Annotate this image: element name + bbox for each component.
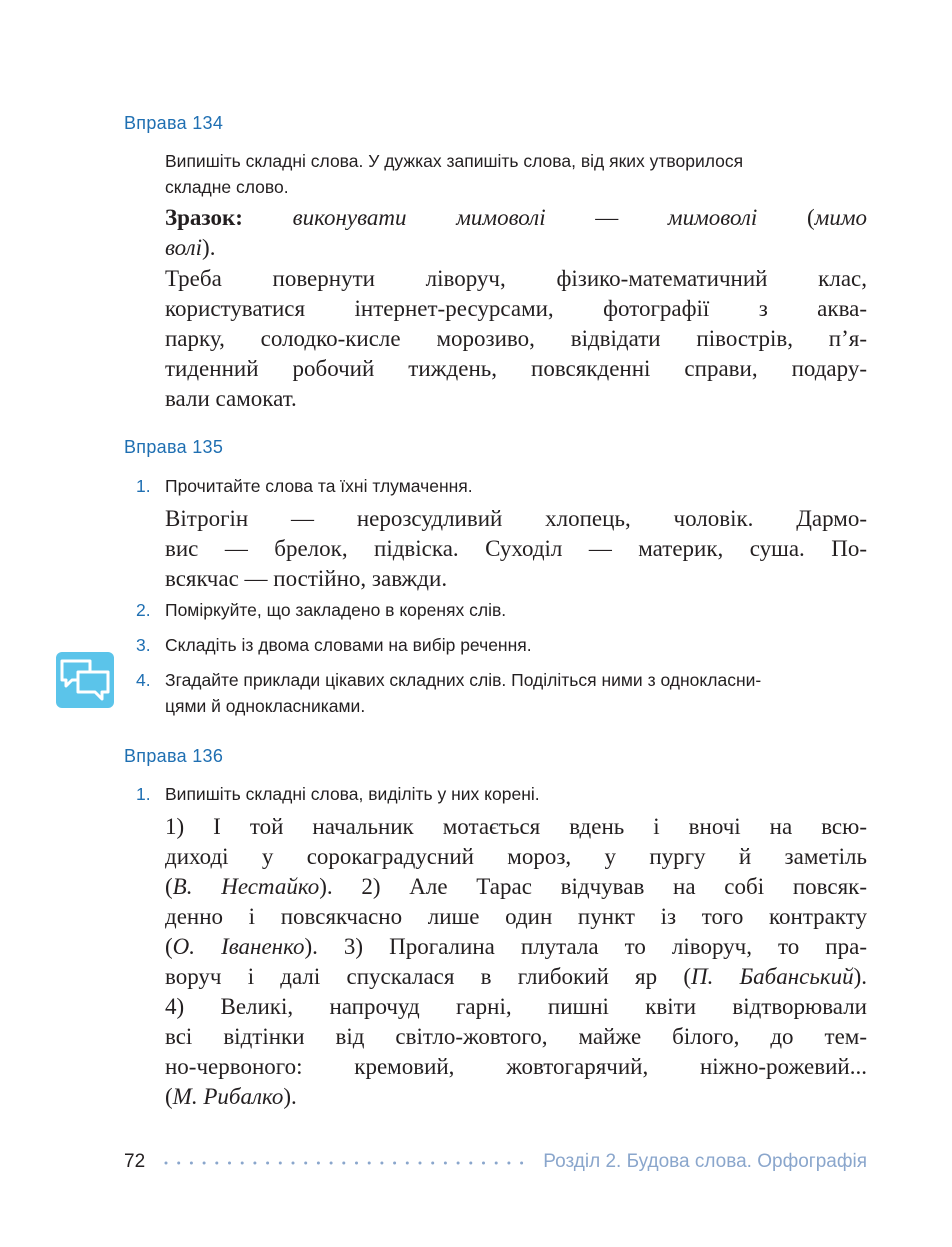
section-title: Розділ 2. Будова слова. Орфографія [543,1151,867,1172]
task-number: 2. [136,600,151,620]
text-line: денно і повсякчасно лише один пункт із того контракту [165,904,867,929]
sample-label: Зразок: [165,205,243,230]
text-line: (М. Рибалко). [165,1084,297,1109]
chat-bubbles-icon-svg [56,652,114,708]
exercise-136-text [165,812,867,1112]
text-line: 1) І той начальник мотається вдень і вночі на всю- [165,814,867,839]
text-line: вис — брелок, підвіска. Суходіл — материк, суша. По- [165,536,867,561]
instruction-line: Згадайте приклади цікавих складних слів. Поділіться ними з однокласни- [165,670,762,690]
text-line: 4) Великі, напрочуд гарні, пишні квіти відтворювали [165,994,867,1019]
exercise-134-text [165,264,867,414]
exercise-135-task-4 [165,667,867,719]
task-number: 4. [136,670,151,690]
text-line: парку, солодко-кисле морозиво, відвідати півострів, п’я- [165,326,867,351]
exercise-134-sample: Зразок: виконувати мимоволі — мимоволі (мимо волі). [165,205,867,260]
task-number: 3. [136,635,151,655]
text-line: тиденний робочий тиждень, повсякденні справи, подару- [165,356,867,381]
exercise-135-task-2: Поміркуйте, що закладено в коренях слів. [165,600,507,620]
author-name: М. Рибалко [172,1084,284,1109]
exercise-136-heading: Вправа 136 [124,746,224,766]
text-line: (О. Іваненко). 3) Прогалина плутала то ліворуч, то пра- [165,934,867,959]
text-line: диході у сорокаградусний мороз, у пургу й заметіль [165,844,867,869]
instruction-line: цями й однокласниками. [165,696,366,716]
task-number: 1. [136,476,151,496]
exercise-135-heading: Вправа 135 [124,437,224,457]
text-line: Треба повернути ліворуч, фізико-математичний клас, [165,266,867,291]
text-line: но-червоного: кремовий, жовтогарячий, ніжно-рожевий... [165,1054,867,1079]
author-name: О. Іваненко [172,934,305,959]
exercise-135-task-3: Складіть із двома словами на вибір речення. [165,635,532,655]
text-line: (В. Нестайко). 2) Але Тарас відчував на собі повсяк- [165,874,867,899]
exercise-134-instruction [165,148,867,200]
dotted-leader [164,1161,524,1165]
text-line: воруч і далі спускалася в глибокий яр (П. Бабанський). [165,964,868,989]
exercise-135-task-1: Прочитайте слова та їхні тлумачення. [165,476,473,496]
instruction-line: складне слово. [165,177,289,197]
text-line: всякчас — постійно, завжди. [165,566,448,591]
page-number: 72 [124,1151,146,1172]
instruction-line: Випишіть складні слова. У дужках запишіть слова, від яких утворилося [165,151,744,171]
exercise-135-text [165,504,867,594]
exercise-134-heading: Вправа 134 [124,113,224,133]
author-name: В. Нестайко [172,874,320,899]
text-line: вали самокат. [165,386,297,411]
chat-bubbles-icon [56,652,114,708]
text-line: користуватися інтернет-ресурсами, фотографії з аква- [165,296,867,321]
exercise-136-task-1: Випишіть складні слова, виділіть у них корені. [165,784,540,804]
text-line: Вітрогін — нерозсудливий хлопець, чоловік. Дармо- [165,506,867,531]
task-number: 1. [136,784,151,804]
text-line: всі відтінки від світло-жовтого, майже білого, до тем- [165,1024,867,1049]
author-name: П. Бабанський [691,964,854,989]
